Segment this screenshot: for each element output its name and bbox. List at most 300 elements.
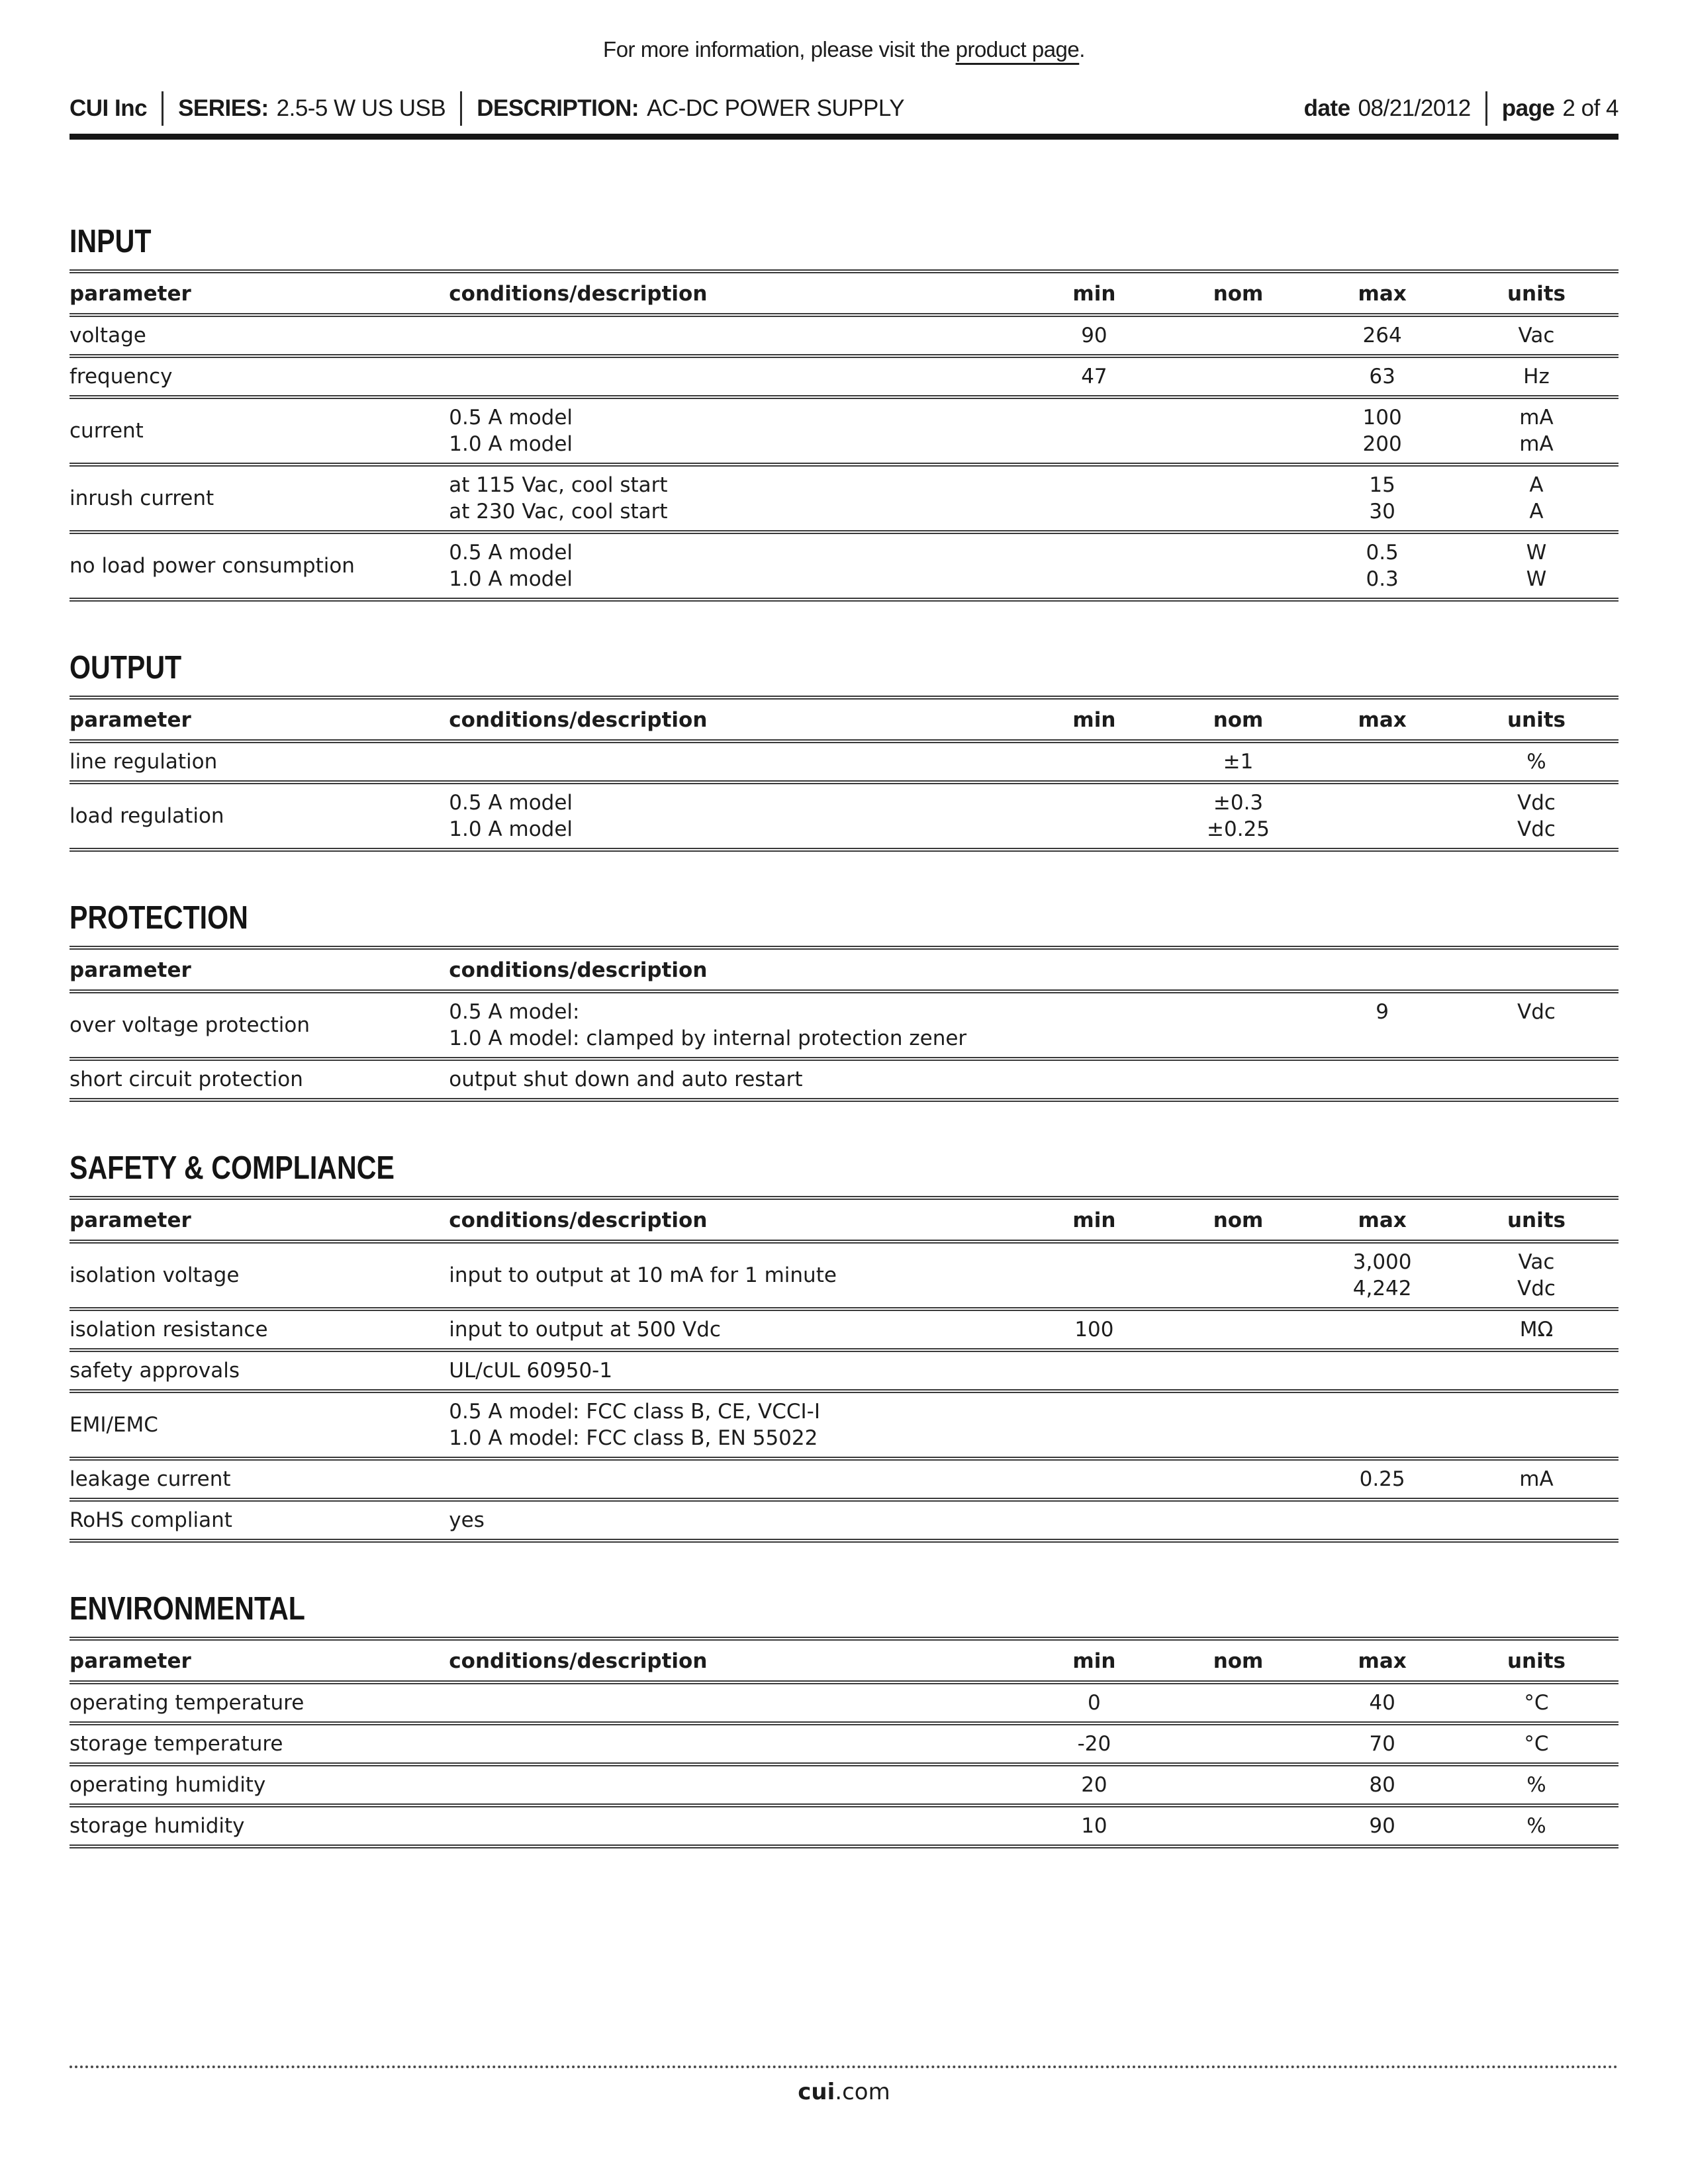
cell-line: inrush current — [70, 486, 214, 510]
date-label: date — [1303, 95, 1350, 121]
cell-units — [1454, 1459, 1618, 1500]
cell-line — [449, 322, 1022, 349]
col-header-units: units — [1454, 271, 1618, 315]
col-header-max: max — [1310, 1639, 1454, 1682]
cell-max — [1310, 1764, 1454, 1805]
section-title: SAFETY & COMPLIANCE — [70, 1150, 395, 1186]
cell-nom — [1166, 1500, 1311, 1541]
col-header-max — [1310, 948, 1454, 991]
cell-line: yes — [449, 1508, 485, 1532]
cell-line — [1022, 1466, 1166, 1492]
cell-max — [1310, 465, 1454, 532]
cell-line: 0 — [1088, 1691, 1101, 1715]
cell-line — [1166, 1466, 1311, 1492]
cell-parameter — [70, 1805, 449, 1846]
cell-max — [1310, 1805, 1454, 1846]
spec-row — [70, 1723, 1618, 1764]
cell-line: 1.0 A model: clamped by internal protection zener — [449, 1026, 967, 1050]
cell-line — [1022, 1012, 1166, 1038]
spec-table — [70, 1637, 1618, 1848]
cell-min — [1022, 465, 1166, 532]
col-header-nom: nom — [1166, 1198, 1311, 1242]
cell-parameter — [70, 532, 449, 600]
cell-units — [1454, 1723, 1618, 1764]
col-header-nom: nom — [1166, 698, 1311, 741]
cell-line — [1166, 1357, 1311, 1384]
cell-line: Vac — [1518, 1250, 1555, 1274]
cell-line: 0.3 — [1366, 567, 1399, 591]
footer-site-bold: cui — [798, 2079, 835, 2105]
cell-max — [1310, 782, 1454, 850]
footer-dotted-rule — [70, 2066, 1618, 2068]
cell-line — [1022, 418, 1166, 444]
cell-parameter — [70, 1459, 449, 1500]
cell-nom — [1166, 465, 1311, 532]
company-name: CUI Inc — [70, 95, 148, 121]
cell-units — [1454, 1500, 1618, 1541]
cell-line: storage humidity — [70, 1814, 245, 1838]
cell-parameter — [70, 991, 449, 1059]
cell-line: Hz — [1523, 365, 1550, 388]
cell-max — [1310, 1350, 1454, 1391]
cell-units — [1454, 1059, 1618, 1100]
section-output — [70, 649, 1618, 852]
cell-line — [1454, 1412, 1618, 1438]
spec-row — [70, 1350, 1618, 1391]
cell-nom — [1166, 741, 1311, 782]
cell-units — [1454, 1242, 1618, 1309]
cell-line: 0.5 A model — [449, 406, 573, 430]
cell-line — [1166, 485, 1311, 512]
cell-line: short circuit protection — [70, 1068, 303, 1091]
spec-row — [70, 465, 1618, 532]
cell-line: 1.0 A model: FCC class B, EN 55022 — [449, 1426, 818, 1450]
cell-parameter — [70, 465, 449, 532]
col-header-max: max — [1310, 1198, 1454, 1242]
cell-max — [1310, 397, 1454, 465]
spec-row — [70, 741, 1618, 782]
cell-line: 100 — [1074, 1318, 1114, 1342]
series-value: 2.5-5 W US USB — [276, 95, 446, 121]
spec-row — [70, 1059, 1618, 1100]
section-input — [70, 223, 1618, 602]
cell-line: current — [70, 419, 144, 443]
cell-line: Vdc — [1517, 817, 1556, 841]
cell-parameter — [70, 356, 449, 397]
cell-parameter — [70, 397, 449, 465]
cell-min — [1022, 532, 1166, 600]
cell-line — [1166, 1066, 1311, 1093]
cell-max — [1310, 1059, 1454, 1100]
cell-line: W — [1526, 541, 1547, 565]
cell-nom — [1166, 991, 1311, 1059]
cell-parameter — [70, 1242, 449, 1309]
cell-min — [1022, 1500, 1166, 1541]
cell-line: Vac — [1518, 324, 1555, 347]
cell-min — [1022, 1764, 1166, 1805]
cell-line: ±0.25 — [1207, 817, 1270, 841]
spec-row — [70, 991, 1618, 1059]
cell-nom — [1166, 397, 1311, 465]
product-page-link[interactable]: product page — [955, 37, 1080, 62]
cell-min — [1022, 397, 1166, 465]
col-header-conditions: conditions/description — [449, 948, 1022, 991]
spec-row — [70, 1805, 1618, 1846]
spec-row — [70, 1682, 1618, 1723]
cell-min — [1022, 1459, 1166, 1500]
page-label: page — [1501, 95, 1555, 121]
cell-units — [1454, 1764, 1618, 1805]
cell-line: 90 — [1081, 324, 1107, 347]
column-header-row — [70, 1198, 1618, 1242]
cell-nom — [1166, 532, 1311, 600]
cell-line — [1022, 1507, 1166, 1533]
cell-line: 3,000 — [1352, 1250, 1412, 1274]
spec-table — [70, 1196, 1618, 1543]
cell-parameter — [70, 1723, 449, 1764]
cell-units — [1454, 465, 1618, 532]
cell-line — [1166, 1412, 1311, 1438]
header-right — [1304, 91, 1618, 126]
cell-parameter — [70, 1682, 449, 1723]
cell-line — [1166, 1262, 1311, 1289]
cell-line: 0.5 A model: — [449, 1000, 580, 1024]
cell-line: at 115 Vac, cool start — [449, 473, 668, 497]
col-header-conditions: conditions/description — [449, 1198, 1022, 1242]
cell-units — [1454, 1350, 1618, 1391]
section-title: ENVIRONMENTAL — [70, 1591, 305, 1627]
cell-line: no load power consumption — [70, 554, 355, 578]
cell-line: 264 — [1362, 324, 1402, 347]
cell-line: 90 — [1369, 1814, 1395, 1838]
cell-max — [1310, 532, 1454, 600]
top-note — [70, 37, 1618, 62]
cell-line — [1310, 1412, 1454, 1438]
cell-line: 0.25 — [1359, 1467, 1405, 1491]
spec-row — [70, 1309, 1618, 1350]
cell-line — [1166, 1316, 1311, 1343]
spec-sections — [70, 223, 1618, 1848]
cell-max — [1310, 1391, 1454, 1459]
col-header-min: min — [1022, 698, 1166, 741]
column-header-row — [70, 698, 1618, 741]
cell-line — [1166, 1012, 1311, 1038]
cell-line — [1310, 803, 1454, 829]
spec-table — [70, 269, 1618, 602]
cell-nom — [1166, 1309, 1311, 1350]
cell-line: 80 — [1369, 1773, 1395, 1797]
cell-line: mA — [1519, 432, 1554, 456]
cell-conditions — [449, 465, 1022, 532]
cell-line — [1166, 1731, 1311, 1757]
cell-units — [1454, 782, 1618, 850]
cell-line — [1022, 553, 1166, 579]
cell-line — [449, 363, 1022, 390]
cell-line: 100 — [1362, 406, 1402, 430]
cell-min — [1022, 1682, 1166, 1723]
col-header-min — [1022, 948, 1166, 991]
cell-line: RoHS compliant — [70, 1508, 232, 1532]
section-title: PROTECTION — [70, 900, 248, 936]
cell-conditions — [449, 1459, 1022, 1500]
cell-max — [1310, 741, 1454, 782]
cell-nom — [1166, 782, 1311, 850]
cell-min — [1022, 1242, 1166, 1309]
cell-line: voltage — [70, 324, 146, 347]
document-header-bar — [70, 91, 1618, 126]
top-note-suffix: . — [1079, 37, 1085, 62]
cell-nom — [1166, 1805, 1311, 1846]
cell-line — [1166, 418, 1311, 444]
section-safety-compliance — [70, 1150, 1618, 1543]
col-header-min: min — [1022, 1639, 1166, 1682]
cell-nom — [1166, 1059, 1311, 1100]
cell-line: Vdc — [1517, 1000, 1556, 1024]
cell-line — [449, 1772, 1022, 1798]
cell-conditions — [449, 1059, 1022, 1100]
col-header-units — [1454, 948, 1618, 991]
cell-line: isolation voltage — [70, 1263, 240, 1287]
cell-line: 40 — [1369, 1691, 1395, 1715]
cell-conditions — [449, 356, 1022, 397]
cell-units — [1454, 741, 1618, 782]
cell-min — [1022, 1391, 1166, 1459]
cell-line: frequency — [70, 365, 173, 388]
section-environmental — [70, 1590, 1618, 1848]
cell-min — [1022, 741, 1166, 782]
cell-line — [1310, 1357, 1454, 1384]
page-content — [0, 37, 1688, 1848]
cell-parameter — [70, 741, 449, 782]
cell-line: 1.0 A model — [449, 817, 573, 841]
cell-units — [1454, 1391, 1618, 1459]
cell-line: 30 — [1369, 500, 1395, 523]
cell-line — [1454, 1357, 1618, 1384]
cell-parameter — [70, 1391, 449, 1459]
cell-min — [1022, 1350, 1166, 1391]
cell-parameter — [70, 1059, 449, 1100]
col-header-units: units — [1454, 698, 1618, 741]
col-header-max: max — [1310, 698, 1454, 741]
cell-line — [1166, 322, 1311, 349]
cell-line: 70 — [1369, 1732, 1395, 1756]
cell-conditions — [449, 1350, 1022, 1391]
col-header-nom — [1166, 948, 1311, 991]
page-footer — [70, 2066, 1618, 2105]
cell-line — [1166, 553, 1311, 579]
cell-line — [1022, 1357, 1166, 1384]
cell-line — [449, 749, 1022, 775]
cell-line: ±1 — [1223, 750, 1254, 774]
spec-row — [70, 397, 1618, 465]
cell-line — [1454, 1507, 1618, 1533]
cell-conditions — [449, 1309, 1022, 1350]
cell-line: MΩ — [1519, 1318, 1554, 1342]
col-header-parameter: parameter — [70, 698, 449, 741]
cell-line: ±0.3 — [1213, 791, 1264, 815]
spec-row — [70, 782, 1618, 850]
cell-max — [1310, 1682, 1454, 1723]
cell-max — [1310, 1459, 1454, 1500]
cell-line — [1166, 1772, 1311, 1798]
cell-conditions — [449, 532, 1022, 600]
cell-units — [1454, 532, 1618, 600]
cell-line: isolation resistance — [70, 1318, 268, 1342]
cell-line — [1310, 1066, 1454, 1093]
cell-units — [1454, 1682, 1618, 1723]
cell-line — [449, 1466, 1022, 1492]
cell-line: Vdc — [1517, 791, 1556, 815]
cell-nom — [1166, 1682, 1311, 1723]
cell-line: -20 — [1077, 1732, 1111, 1756]
cell-line: 0.5 A model — [449, 541, 573, 565]
cell-line: leakage current — [70, 1467, 231, 1491]
spec-table — [70, 946, 1618, 1102]
cell-nom — [1166, 1391, 1311, 1459]
cell-line: A — [1529, 500, 1544, 523]
cell-units — [1454, 991, 1618, 1059]
cell-conditions — [449, 1500, 1022, 1541]
cell-min — [1022, 1723, 1166, 1764]
cell-conditions — [449, 1682, 1022, 1723]
cell-conditions — [449, 315, 1022, 356]
cell-line: 4,242 — [1352, 1277, 1412, 1300]
cell-parameter — [70, 782, 449, 850]
cell-units — [1454, 1309, 1618, 1350]
cell-line: °C — [1524, 1732, 1549, 1756]
cell-line: over voltage protection — [70, 1013, 310, 1037]
cell-line — [1022, 749, 1166, 775]
description-label: DESCRIPTION: — [477, 95, 639, 121]
cell-min — [1022, 991, 1166, 1059]
cell-conditions — [449, 1764, 1022, 1805]
cell-nom — [1166, 356, 1311, 397]
col-header-conditions: conditions/description — [449, 271, 1022, 315]
cell-max — [1310, 1309, 1454, 1350]
cell-conditions — [449, 782, 1022, 850]
cell-line — [449, 1690, 1022, 1716]
spec-row — [70, 356, 1618, 397]
col-header-parameter: parameter — [70, 948, 449, 991]
cell-line: at 230 Vac, cool start — [449, 500, 668, 523]
cell-parameter — [70, 315, 449, 356]
header-separator — [460, 91, 462, 126]
cell-line — [1022, 485, 1166, 512]
cell-conditions — [449, 1805, 1022, 1846]
description-value: AC-DC POWER SUPPLY — [647, 95, 905, 121]
column-header-row — [70, 1639, 1618, 1682]
section-title: OUTPUT — [70, 650, 182, 686]
cell-line: 20 — [1081, 1773, 1107, 1797]
cell-line — [1022, 803, 1166, 829]
cell-line: W — [1526, 567, 1547, 591]
cell-line — [449, 1813, 1022, 1839]
cell-max — [1310, 1723, 1454, 1764]
cell-line: 0.5 A model — [449, 791, 573, 815]
cell-units — [1454, 1805, 1618, 1846]
cell-line — [1022, 1066, 1166, 1093]
cell-line — [1454, 1025, 1618, 1052]
spec-row — [70, 315, 1618, 356]
cell-line: operating temperature — [70, 1691, 305, 1715]
cell-conditions — [449, 397, 1022, 465]
cell-conditions — [449, 991, 1022, 1059]
cell-max — [1310, 356, 1454, 397]
cell-line — [1022, 1412, 1166, 1438]
cell-line: 9 — [1376, 1000, 1389, 1024]
col-header-max: max — [1310, 271, 1454, 315]
cell-parameter — [70, 1764, 449, 1805]
cell-nom — [1166, 1350, 1311, 1391]
cell-line: mA — [1519, 1467, 1554, 1491]
cell-line: load regulation — [70, 804, 224, 828]
cell-parameter — [70, 1500, 449, 1541]
date-value: 08/21/2012 — [1358, 95, 1471, 121]
cell-line: 1.0 A model — [449, 432, 573, 456]
cell-min — [1022, 1805, 1166, 1846]
section-protection — [70, 899, 1618, 1102]
cell-line: °C — [1524, 1691, 1549, 1715]
cell-line — [1166, 1690, 1311, 1716]
col-header-conditions: conditions/description — [449, 1639, 1022, 1682]
cell-min — [1022, 356, 1166, 397]
top-note-text: For more information, please visit the — [603, 37, 956, 62]
cell-line: 47 — [1081, 365, 1107, 388]
cell-line — [449, 1731, 1022, 1757]
cell-line: 15 — [1369, 473, 1395, 497]
col-header-conditions: conditions/description — [449, 698, 1022, 741]
page-number: 2 of 4 — [1562, 95, 1618, 121]
cell-line — [1022, 1262, 1166, 1289]
cell-conditions — [449, 1242, 1022, 1309]
cell-parameter — [70, 1350, 449, 1391]
cell-nom — [1166, 1723, 1311, 1764]
column-header-row — [70, 948, 1618, 991]
section-title: INPUT — [70, 224, 152, 259]
cell-min — [1022, 1309, 1166, 1350]
cell-nom — [1166, 1242, 1311, 1309]
spec-row — [70, 532, 1618, 600]
col-header-units: units — [1454, 1639, 1618, 1682]
spec-table — [70, 696, 1618, 852]
cell-parameter — [70, 1309, 449, 1350]
footer-site-rest: .com — [835, 2079, 890, 2105]
cell-line — [1166, 363, 1311, 390]
cell-line: % — [1526, 1814, 1546, 1838]
cell-conditions — [449, 1723, 1022, 1764]
cell-line: EMI/EMC — [70, 1413, 158, 1437]
cell-line: line regulation — [70, 750, 218, 774]
cell-max — [1310, 1242, 1454, 1309]
cell-min — [1022, 1059, 1166, 1100]
cell-line: % — [1526, 750, 1546, 774]
spec-row — [70, 1459, 1618, 1500]
cell-line — [1166, 1813, 1311, 1839]
cell-units — [1454, 356, 1618, 397]
cell-line: operating humidity — [70, 1773, 266, 1797]
cell-line — [1310, 1316, 1454, 1343]
cell-line — [1310, 749, 1454, 775]
cell-line: UL/cUL 60950-1 — [449, 1359, 613, 1383]
spec-row — [70, 1764, 1618, 1805]
col-header-units: units — [1454, 1198, 1618, 1242]
cell-line: 63 — [1369, 365, 1395, 388]
cell-line: output shut down and auto restart — [449, 1068, 803, 1091]
cell-min — [1022, 782, 1166, 850]
col-header-nom: nom — [1166, 271, 1311, 315]
cell-conditions — [449, 741, 1022, 782]
header-separator — [1485, 91, 1487, 126]
